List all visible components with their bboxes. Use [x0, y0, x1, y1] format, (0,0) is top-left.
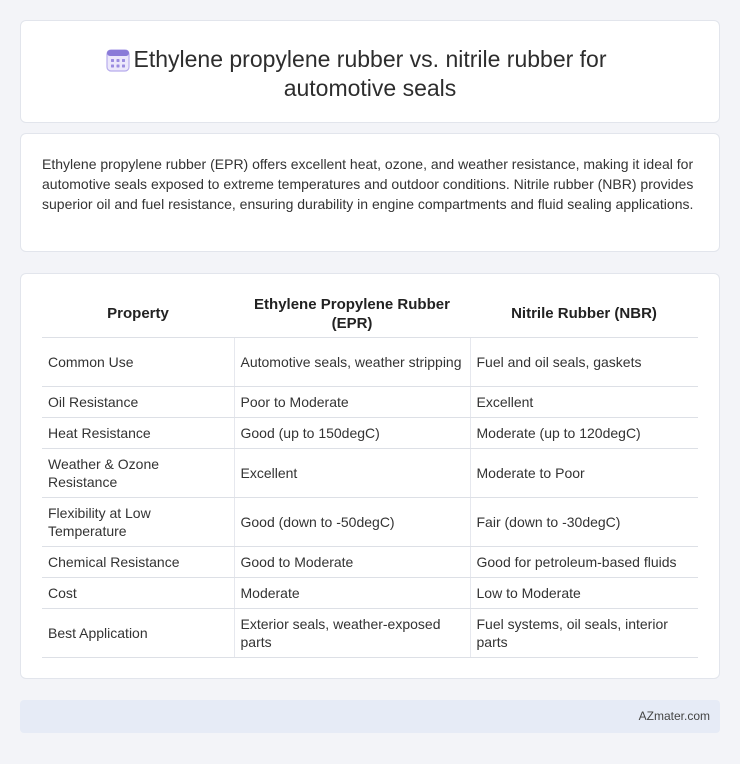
row-property: Heat Resistance: [42, 417, 234, 448]
row-property: Oil Resistance: [42, 386, 234, 417]
header-property: Property: [42, 291, 234, 337]
row-nbr-value: Fuel systems, oil seals, interior parts: [470, 608, 698, 657]
row-epr-value: Good to Moderate: [234, 546, 470, 577]
table-row: [42, 608, 698, 657]
page-title: Ethylene propylene rubber vs. nitrile rubber for automotive seals: [133, 46, 607, 101]
row-nbr-value: Excellent: [470, 386, 698, 417]
row-nbr-value: Fair (down to -30degC): [470, 497, 698, 546]
row-property: Weather & Ozone Resistance: [42, 448, 234, 497]
row-property: Best Application: [42, 608, 234, 657]
title-card: [20, 20, 720, 123]
row-property: Common Use: [42, 337, 234, 386]
row-epr-value: Poor to Moderate: [234, 386, 470, 417]
header-nbr: Nitrile Rubber (NBR): [470, 291, 698, 337]
row-property: Cost: [42, 577, 234, 608]
row-nbr-value: Low to Moderate: [470, 577, 698, 608]
comparison-card: [20, 273, 720, 679]
row-epr-value: Exterior seals, weather-exposed parts: [234, 608, 470, 657]
header-epr: Ethylene Propylene Rubber (EPR): [234, 291, 470, 337]
row-nbr-value: Moderate (up to 120degC): [470, 417, 698, 448]
row-property: Chemical Resistance: [42, 546, 234, 577]
row-epr-value: Moderate: [234, 577, 470, 608]
intro-card: [20, 133, 720, 252]
intro-paragraph: Ethylene propylene rubber (EPR) offers excellent heat, ozone, and weather resistance, making it ideal for automotive seals exposed to extreme temperatures and outdoor conditions. Nitrile rubber (NBR) provides superior oil and fuel resistance, ensuring durability in engine compartments and fluid sealing applications.: [42, 156, 694, 212]
table-row: [42, 497, 698, 546]
row-epr-value: Good (down to -50degC): [234, 497, 470, 546]
row-epr-value: Good (up to 150degC): [234, 417, 470, 448]
row-epr-value: Excellent: [234, 448, 470, 497]
comparison-table: [42, 291, 698, 658]
footer-bar: [20, 700, 720, 733]
table-header-row: [42, 291, 698, 337]
row-nbr-value: Moderate to Poor: [470, 448, 698, 497]
row-nbr-value: Fuel and oil seals, gaskets: [470, 337, 698, 386]
row-nbr-value: Good for petroleum-based fluids: [470, 546, 698, 577]
table-row: [42, 417, 698, 448]
table-row: [42, 546, 698, 577]
footer-brand: AZmater.com: [638, 709, 710, 723]
row-property: Flexibility at Low Temperature: [42, 497, 234, 546]
table-row: [42, 386, 698, 417]
row-epr-value: Automotive seals, weather stripping: [234, 337, 470, 386]
table-row: [42, 577, 698, 608]
table-row: [42, 337, 698, 386]
table-row: [42, 448, 698, 497]
